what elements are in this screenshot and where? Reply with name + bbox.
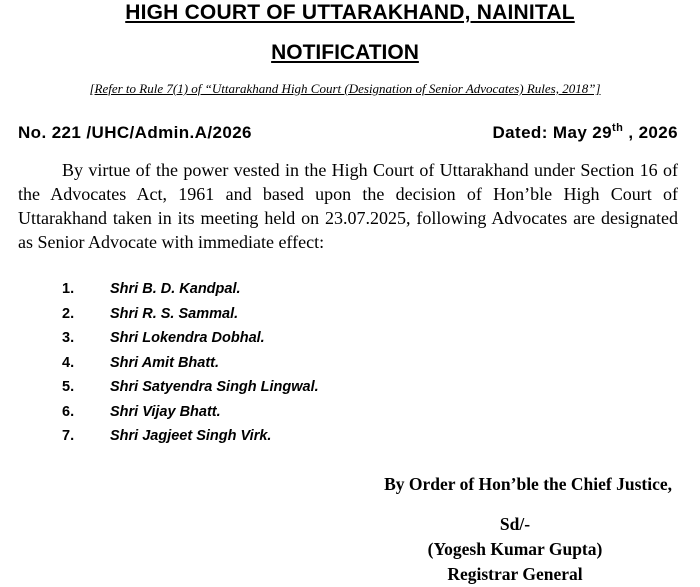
list-item-name: Shri Satyendra Singh Lingwal. bbox=[110, 379, 319, 395]
list-item bbox=[62, 375, 319, 400]
list-item-name: Shri Lokendra Dobhal. bbox=[110, 330, 265, 346]
date-prefix: Dated: May 29 bbox=[492, 123, 613, 142]
date-year: , 2026 bbox=[623, 123, 678, 142]
body-paragraph-text: By virtue of the power vested in the High Court of Uttarakhand under Section 16 of the Advocates Act, 1961 and based upon the decision of Hon’ble High Court of Uttarakhand taken in its meeting held on 23.07.2025, following Advocates are designated as Senior Advocate with immediate effect: bbox=[18, 160, 678, 252]
notification-title: NOTIFICATION bbox=[271, 41, 419, 64]
list-item-number: 3. bbox=[62, 330, 75, 346]
body-paragraph bbox=[18, 158, 678, 254]
list-item-name: Shri B. D. Kandpal. bbox=[110, 281, 241, 297]
court-title: HIGH COURT OF UTTARAKHAND, NAINITAL bbox=[125, 1, 575, 24]
signatory-title: Registrar General bbox=[447, 564, 583, 584]
list-item-number: 5. bbox=[62, 379, 75, 395]
notification-date bbox=[492, 120, 678, 146]
list-item-number: 7. bbox=[62, 428, 75, 444]
list-item bbox=[62, 277, 319, 302]
list-item bbox=[62, 400, 319, 425]
rule-reference: [Refer to Rule 7(1) of “Uttarakhand High Court (Designation of Senior Advocates) Rules, 2018”] bbox=[89, 81, 601, 96]
signatory-name: (Yogesh Kumar Gupta) bbox=[427, 539, 603, 559]
signature-block bbox=[400, 512, 630, 587]
list-item-number: 1. bbox=[62, 281, 75, 297]
list-item bbox=[62, 424, 319, 449]
list-item bbox=[62, 302, 319, 327]
date-suffix: th bbox=[612, 122, 624, 134]
advocate-list bbox=[62, 277, 319, 449]
list-item-name: Shri Amit Bhatt. bbox=[110, 354, 220, 371]
reference-row bbox=[18, 120, 678, 146]
list-item bbox=[62, 326, 319, 351]
notification-number: No. 221 /UHC/Admin.A/2026 bbox=[18, 123, 252, 142]
signature: Sd/- bbox=[499, 514, 531, 534]
list-item-number: 6. bbox=[62, 403, 75, 420]
list-item-name: Shri Jagjeet Singh Virk. bbox=[110, 428, 272, 444]
list-item-name: Shri R. S. Sammal. bbox=[110, 305, 239, 322]
list-item-name: Shri Vijay Bhatt. bbox=[110, 403, 221, 420]
list-item-number: 4. bbox=[62, 354, 75, 371]
list-item-number: 2. bbox=[62, 305, 75, 322]
list-item bbox=[62, 351, 319, 376]
order-line: By Order of Hon’ble the Chief Justice, bbox=[384, 474, 672, 494]
